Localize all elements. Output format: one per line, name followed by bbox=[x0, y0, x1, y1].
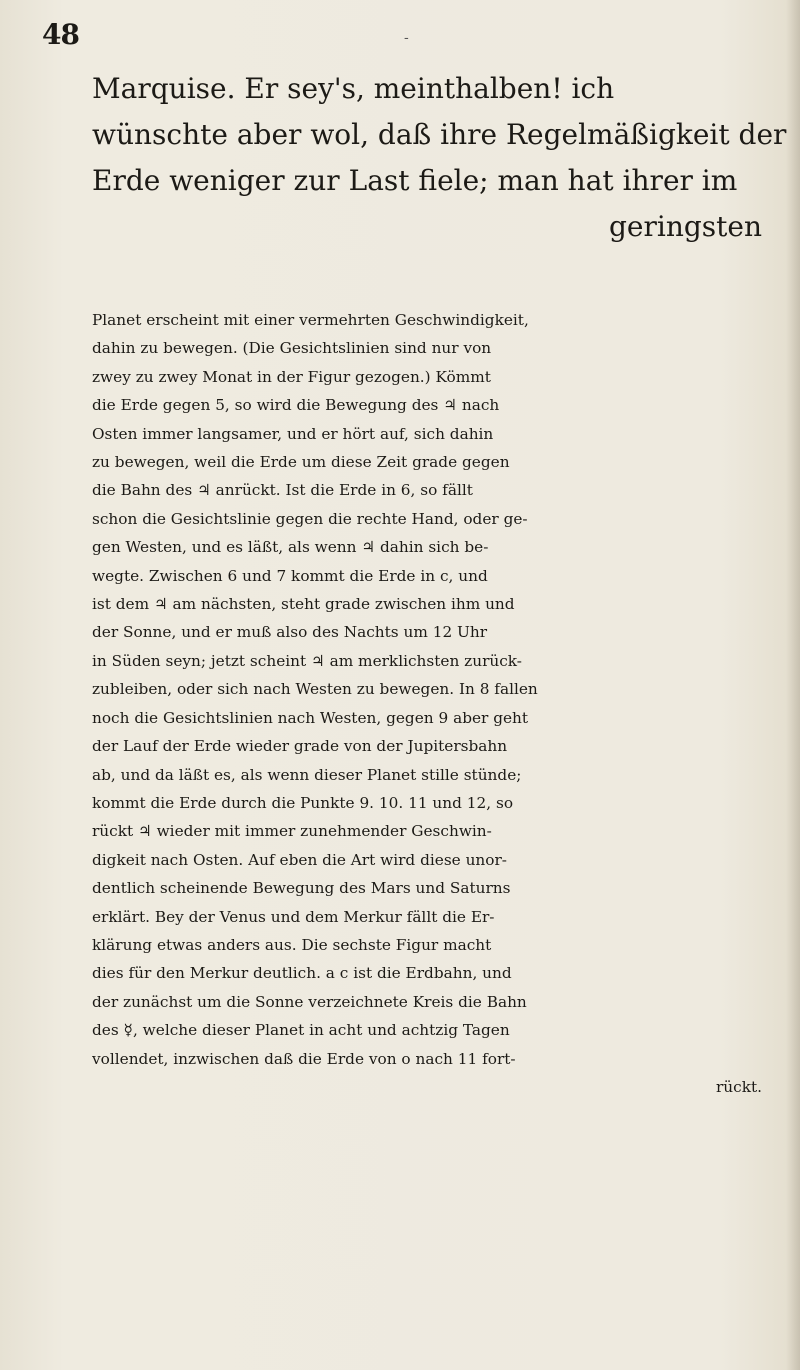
text-line: dies für den Merkur deutlich. a c ist die Erdbahn, und bbox=[92, 964, 512, 983]
text-line: ab, und da läßt es, als wenn dieser Planet stille stünde; bbox=[92, 765, 522, 784]
text-line: wegte. Zwischen 6 und 7 kommt die Erde in c, und bbox=[92, 566, 488, 585]
text-line: digkeit nach Osten. Auf eben die Art wird diese unor- bbox=[92, 850, 507, 869]
page-number: 48 bbox=[42, 18, 79, 51]
text-line: Marquise. Er sey's, meinthalben! ich bbox=[92, 72, 615, 105]
text-line: ist dem ♃ am nächsten, steht grade zwischen ihm und bbox=[92, 595, 515, 614]
catchword-line: rückt. bbox=[715, 1077, 762, 1096]
text-line: Planet erscheint mit einer vermehrten Geschwindigkeit, bbox=[92, 311, 529, 329]
text-line: des ☿, welche dieser Planet in acht und achtzig Tagen bbox=[92, 1021, 510, 1040]
text-line: dahin zu bewegen. (Die Gesichtslinien sind nur von bbox=[92, 339, 492, 358]
text-line: Osten immer langsamer, und er hört auf, sich dahin bbox=[92, 424, 494, 443]
text-line: klärung etwas anders aus. Die sechste Figur macht bbox=[92, 935, 492, 954]
text-line: zwey zu zwey Monat in der Figur gezogen.) Kömmt bbox=[92, 367, 491, 386]
text-line: der zunächst um die Sonne verzeichnete Kreis die Bahn bbox=[92, 992, 527, 1011]
text-line: erklärt. Bey der Venus und dem Merkur fällt die Er- bbox=[92, 907, 495, 926]
text-line: vollendet, inzwischen daß die Erde von o nach 11 fort- bbox=[92, 1049, 516, 1068]
text-line: zubleiben, oder sich nach Westen zu bewegen. In 8 fallen bbox=[92, 680, 538, 699]
text-line: dentlich scheinende Bewegung des Mars und Saturns bbox=[92, 879, 511, 898]
text-line: kommt die Erde durch die Punkte 9. 10. 11 und 12, so bbox=[92, 793, 514, 812]
text-line: gen Westen, und es läßt, als wenn ♃ dahin sich be- bbox=[92, 538, 489, 557]
page-edge-shadow bbox=[786, 0, 800, 1370]
footnote-text bbox=[92, 306, 762, 1101]
text-line: rückt ♃ wieder mit immer zunehmender Geschwin- bbox=[92, 822, 492, 841]
text-line: der Lauf der Erde wieder grade von der Jupitersbahn bbox=[92, 737, 508, 756]
text-line: Erde weniger zur Last fiele; man hat ihrer im bbox=[92, 164, 738, 197]
text-line: die Bahn des ♃ anrückt. Ist die Erde in 6, so fällt bbox=[92, 481, 473, 500]
text-line: zu bewegen, weil die Erde um diese Zeit grade gegen bbox=[92, 453, 510, 472]
hyphen-mark: - bbox=[404, 30, 409, 46]
catchword-line: geringsten bbox=[608, 210, 762, 243]
dialogue-text bbox=[92, 66, 787, 250]
text-line: die Erde gegen 5, so wird die Bewegung des ♃ nach bbox=[92, 396, 500, 415]
text-line: der Sonne, und er muß also des Nachts um 12 Uhr bbox=[92, 623, 488, 642]
text-line: in Süden seyn; jetzt scheint ♃ am merklichsten zurück- bbox=[92, 651, 522, 670]
text-line: noch die Gesichtslinien nach Westen, gegen 9 aber geht bbox=[92, 708, 529, 727]
text-line: schon die Gesichtslinie gegen die rechte Hand, oder ge- bbox=[92, 509, 528, 528]
text-line: wünschte aber wol, daß ihre Regelmäßigkeit der bbox=[92, 118, 787, 151]
